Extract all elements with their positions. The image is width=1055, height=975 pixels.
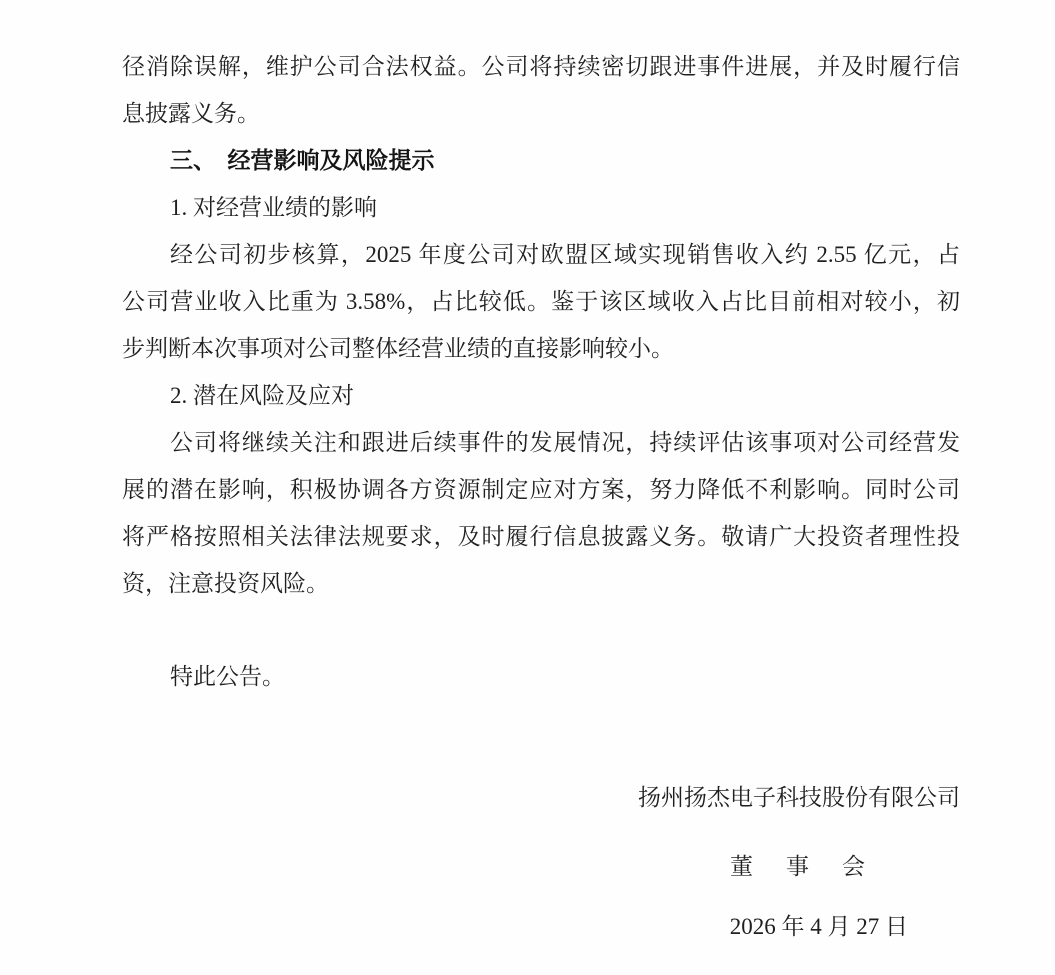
- paragraph-line: 公司营业收入比重为 3.58%，占比较低。鉴于该区域收入占比目前相对较小，初: [122, 289, 960, 314]
- continued-paragraph-line: 径消除误解，维护公司合法权益。公司将持续密切跟进事件进展，并及时履行信: [122, 54, 960, 79]
- continued-paragraph-line: 息披露义务。: [122, 101, 260, 126]
- numbered-item-heading-1: 1. 对经营业绩的影响: [170, 195, 377, 220]
- section-heading: 三、 经营影响及风险提示: [170, 148, 435, 173]
- signature-board: 董 事 会: [730, 854, 870, 879]
- paragraph-line: 资，注意投资风险。: [122, 571, 329, 596]
- closing-line: 特此公告。: [170, 664, 285, 689]
- paragraph-line: 步判断本次事项对公司整体经营业绩的直接影响较小。: [122, 336, 674, 361]
- paragraph-line: 经公司初步核算，2025 年度公司对欧盟区域实现销售收入约 2.55 亿元，占: [170, 242, 960, 267]
- paragraph-line: 展的潜在影响，积极协调各方资源制定应对方案，努力降低不利影响。同时公司: [122, 477, 960, 502]
- numbered-item-heading-2: 2. 潜在风险及应对: [170, 383, 354, 408]
- paragraph-line: 将严格按照相关法律法规要求，及时履行信息披露义务。敬请广大投资者理性投: [122, 524, 960, 549]
- signature-date: 2026 年 4 月 27 日: [729, 914, 908, 939]
- signature-company: 扬州扬杰电子科技股份有限公司: [638, 785, 960, 810]
- paragraph-line: 公司将继续关注和跟进后续事件的发展情况，持续评估该事项对公司经营发: [170, 430, 960, 455]
